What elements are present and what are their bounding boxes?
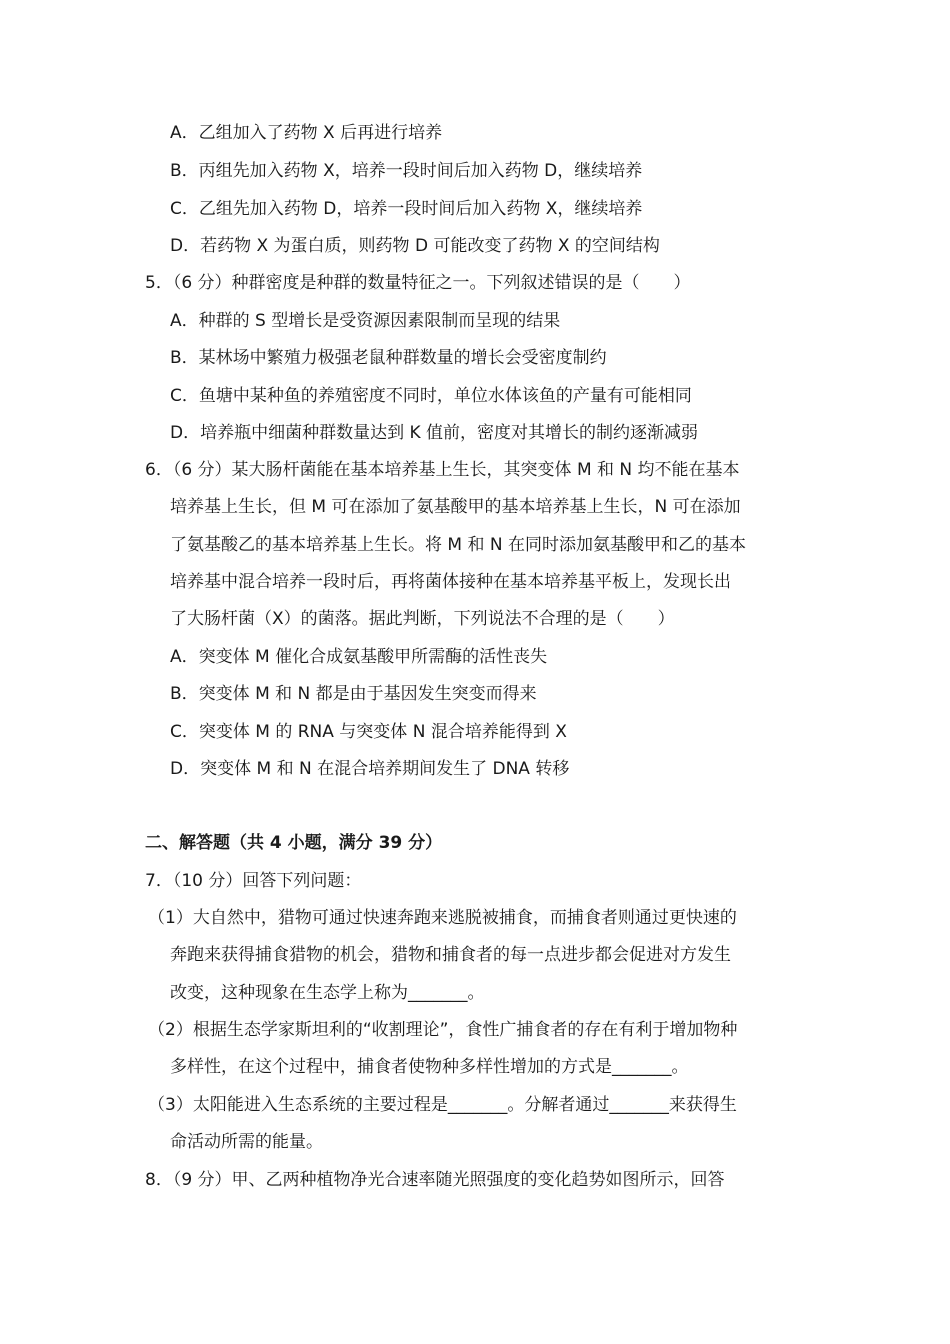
q6-option-c: C．突变体 M 的 RNA 与突变体 N 混合培养能得到 X	[170, 722, 567, 742]
q7-part-3-line: （3）太阳能进入生态系统的主要过程是_______。分解者通过_______来获得生	[148, 1095, 737, 1115]
q7-part-2-line: （2）根据生态学家斯坦利的“收割理论”，食性广捕食者的存在有利于增加物种	[148, 1020, 738, 1040]
q7-part-3-line: 命活动所需的能量。	[170, 1132, 323, 1152]
q5-option-c: C．鱼塘中某种鱼的养殖密度不同时，单位水体该鱼的产量有可能相同	[170, 386, 692, 406]
q6-option-d: D．突变体 M 和 N 在混合培养期间发生了 DNA 转移	[170, 759, 570, 779]
q6-stem-line: 了大肠杆菌（X）的菌落。据此判断，下列说法不合理的是（ ）	[170, 609, 675, 629]
q7-part-1-line: 改变，这种现象在生态学上称为_______。	[170, 983, 485, 1003]
q7-part-1-line: 奔跑来获得捕食猎物的机会，猎物和捕食者的每一点进步都会促进对方发生	[170, 945, 731, 965]
q7-part-2-line: 多样性，在这个过程中，捕食者使物种多样性增加的方式是_______。	[170, 1057, 689, 1077]
q7-stem: 7．（10 分）回答下列问题：	[145, 871, 362, 891]
q4-option-a: A．乙组加入了药物 X 后再进行培养	[170, 123, 443, 143]
q4-option-b: B．丙组先加入药物 X，培养一段时间后加入药物 D，继续培养	[170, 161, 643, 181]
q5-option-b: B．某林场中繁殖力极强老鼠种群数量的增长会受密度制约	[170, 348, 607, 368]
q4-option-d: D．若药物 X 为蛋白质，则药物 D 可能改变了药物 X 的空间结构	[170, 236, 660, 256]
q6-stem-line: 培养基中混合培养一段时后，再将菌体接种在基本培养基平板上，发现长出	[170, 572, 731, 592]
q8-stem: 8．（9 分）甲、乙两种植物净光合速率随光照强度的变化趋势如图所示，回答	[145, 1170, 725, 1190]
q6-stem-line: 了氨基酸乙的基本培养基上生长。将 M 和 N 在同时添加氨基酸甲和乙的基本	[170, 535, 746, 555]
q4-option-c: C．乙组先加入药物 D，培养一段时间后加入药物 X，继续培养	[170, 199, 643, 219]
q6-stem-line: 6．（6 分）某大肠杆菌能在基本培养基上生长，其突变体 M 和 N 均不能在基本	[145, 460, 740, 480]
q7-part-1-line: （1）大自然中，猎物可通过快速奔跑来逃脱被捕食，而捕食者则通过更快速的	[148, 908, 737, 928]
q6-option-a: A．突变体 M 催化合成氨基酸甲所需酶的活性丧失	[170, 647, 548, 667]
section-title: 二、解答题（共 4 小题，满分 39 分）	[145, 833, 443, 853]
q6-stem-line: 培养基上生长，但 M 可在添加了氨基酸甲的基本培养基上生长，N 可在添加	[170, 497, 741, 517]
q5-option-a: A．种群的 S 型增长是受资源因素限制而呈现的结果	[170, 311, 561, 331]
q5-option-d: D．培养瓶中细菌种群数量达到 K 值前，密度对其增长的制约逐渐减弱	[170, 423, 699, 443]
q5-stem: 5．（6 分）种群密度是种群的数量特征之一。下列叙述错误的是（ ）	[145, 273, 691, 293]
q6-option-b: B．突变体 M 和 N 都是由于基因发生突变而得来	[170, 684, 537, 704]
